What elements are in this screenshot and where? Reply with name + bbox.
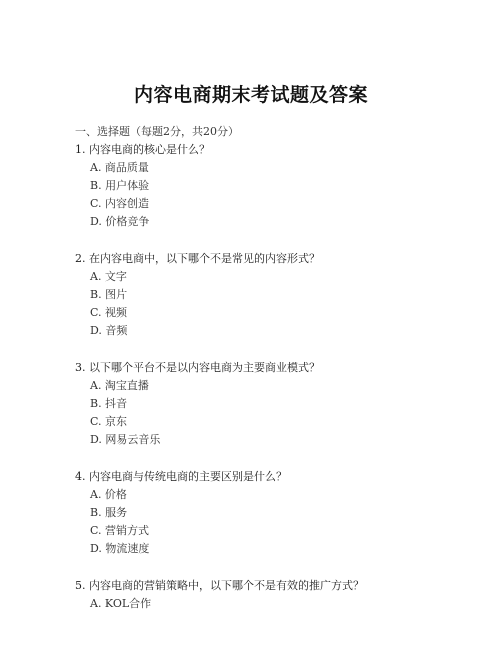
- answer-option: A. 商品质量: [90, 161, 149, 174]
- answer-option: C. 京东: [90, 415, 128, 428]
- question-text: 1. 内容电商的核心是什么？: [75, 143, 210, 156]
- answer-option: D. 物流速度: [90, 542, 150, 555]
- answer-option: B. 图片: [90, 288, 128, 301]
- answer-option: C. 内容创造: [90, 197, 150, 210]
- question-text: 4. 内容电商与传统电商的主要区别是什么？: [75, 470, 287, 483]
- answer-option: D. 价格竞争: [90, 215, 150, 228]
- answer-option: C. 视频: [90, 306, 128, 319]
- answer-option: A. KOL合作: [90, 597, 152, 610]
- answer-option: A. 文字: [90, 270, 127, 283]
- answer-option: B. 抖音: [90, 397, 128, 410]
- answer-option: D. 网易云音乐: [90, 433, 161, 446]
- question-2: [75, 250, 475, 340]
- question-list: [75, 141, 475, 632]
- answer-option: B. 服务: [90, 506, 128, 519]
- question-text: 3. 以下哪个平台不是以内容电商为主要商业模式？: [75, 361, 320, 374]
- answer-option: B. 用户体验: [90, 179, 150, 192]
- answer-option: D. 音频: [90, 324, 128, 337]
- answer-option: A. 淘宝直播: [90, 379, 149, 392]
- answer-option: A. 价格: [90, 488, 127, 501]
- question-4: [75, 468, 475, 558]
- question-3: [75, 359, 475, 449]
- question-5: [75, 577, 475, 613]
- question-text: 2. 在内容电商中，以下哪个不是常见的内容形式？: [75, 252, 320, 265]
- question-1: [75, 141, 475, 231]
- section-heading: 一、选择题（每题2分，共20分）: [75, 125, 239, 138]
- answer-option: C. 营销方式: [90, 524, 150, 537]
- question-text: 5. 内容电商的营销策略中，以下哪个不是有效的推广方式？: [75, 579, 364, 592]
- document-title: 内容电商期末考试题及答案: [133, 84, 368, 106]
